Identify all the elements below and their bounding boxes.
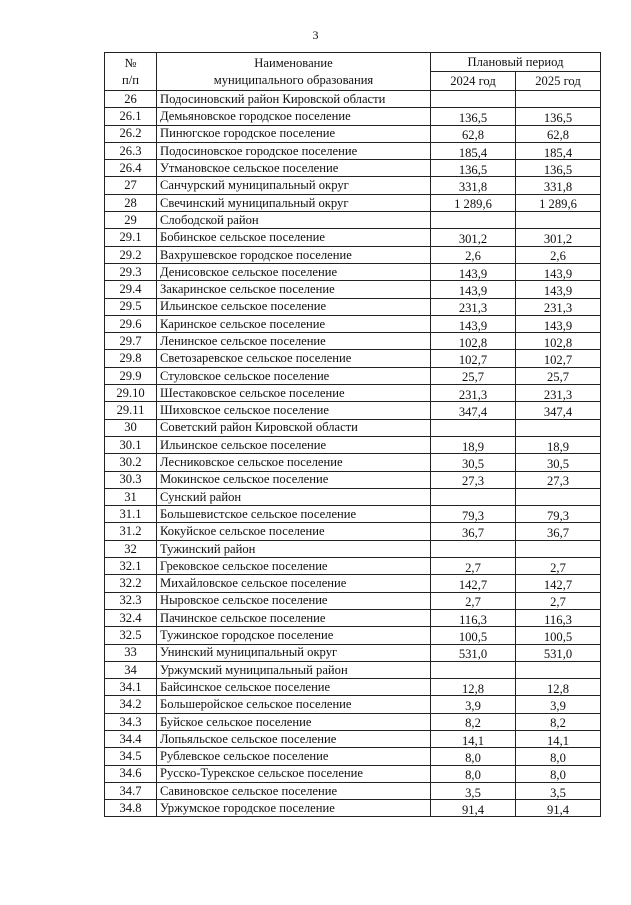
table-row — [105, 246, 601, 263]
row-number: 33 — [105, 644, 157, 661]
value-2025: 347,4 — [516, 402, 601, 419]
table-row — [105, 194, 601, 211]
municipality-name: Пинюгское городское поселение — [157, 125, 431, 142]
value-2025 — [516, 212, 601, 229]
row-number: 34.1 — [105, 679, 157, 696]
value-2025: 27,3 — [516, 471, 601, 488]
municipality-name: Пачинское сельское поселение — [157, 609, 431, 626]
municipality-name: Лопьяльское сельское поселение — [157, 730, 431, 747]
municipality-name: Ленинское сельское поселение — [157, 333, 431, 350]
table-row — [105, 315, 601, 332]
value-2024: 27,3 — [431, 471, 516, 488]
row-number: 29.8 — [105, 350, 157, 367]
row-number: 29.4 — [105, 281, 157, 298]
table-row — [105, 91, 601, 108]
table-row — [105, 523, 601, 540]
value-2024 — [431, 488, 516, 505]
value-2025: 91,4 — [516, 800, 601, 817]
value-2024: 18,9 — [431, 436, 516, 453]
value-2024: 531,0 — [431, 644, 516, 661]
value-2025: 30,5 — [516, 454, 601, 471]
header-year-2024: 2024 год — [431, 72, 516, 91]
row-number: 31.1 — [105, 506, 157, 523]
value-2025: 8,2 — [516, 713, 601, 730]
header-year-2025: 2025 год — [516, 72, 601, 91]
row-number: 29.2 — [105, 246, 157, 263]
value-2025: 116,3 — [516, 609, 601, 626]
row-number: 29.9 — [105, 367, 157, 384]
table-body — [105, 91, 601, 817]
row-number: 34.8 — [105, 800, 157, 817]
municipality-name: Грековское сельское поселение — [157, 558, 431, 575]
table-row — [105, 540, 601, 557]
table-row — [105, 367, 601, 384]
municipality-name: Ильинское сельское поселение — [157, 436, 431, 453]
value-2024: 143,9 — [431, 315, 516, 332]
table-row — [105, 419, 601, 436]
municipality-name: Михайловское сельское поселение — [157, 575, 431, 592]
table-row — [105, 177, 601, 194]
municipality-name: Каринское сельское поселение — [157, 315, 431, 332]
table-row — [105, 229, 601, 246]
row-number: 34.2 — [105, 696, 157, 713]
value-2024: 301,2 — [431, 229, 516, 246]
value-2024: 116,3 — [431, 609, 516, 626]
value-2025: 18,9 — [516, 436, 601, 453]
value-2024 — [431, 419, 516, 436]
value-2024: 14,1 — [431, 730, 516, 747]
value-2024: 142,7 — [431, 575, 516, 592]
table-row — [105, 558, 601, 575]
value-2024: 143,9 — [431, 281, 516, 298]
value-2025 — [516, 540, 601, 557]
header-period: Плановый период — [431, 53, 601, 72]
value-2024: 2,7 — [431, 592, 516, 609]
municipality-name: Лесниковское сельское поселение — [157, 454, 431, 471]
table-row — [105, 350, 601, 367]
table-row — [105, 263, 601, 280]
row-number: 26.4 — [105, 160, 157, 177]
value-2025: 136,5 — [516, 160, 601, 177]
value-2024: 8,0 — [431, 748, 516, 765]
value-2025: 142,7 — [516, 575, 601, 592]
municipality-name: Сунский район — [157, 488, 431, 505]
value-2025: 102,8 — [516, 333, 601, 350]
municipality-name: Советский район Кировской области — [157, 419, 431, 436]
value-2025: 143,9 — [516, 281, 601, 298]
row-number: 27 — [105, 177, 157, 194]
municipality-name: Рублевское сельское поселение — [157, 748, 431, 765]
value-2024: 185,4 — [431, 142, 516, 159]
table-row — [105, 471, 601, 488]
table-row — [105, 212, 601, 229]
municipality-name: Тужинский район — [157, 540, 431, 557]
row-number: 34.3 — [105, 713, 157, 730]
value-2025: 102,7 — [516, 350, 601, 367]
value-2024: 136,5 — [431, 160, 516, 177]
municipality-name: Большеройское сельское поселение — [157, 696, 431, 713]
value-2025: 231,3 — [516, 298, 601, 315]
municipality-name: Русско-Турекское сельское поселение — [157, 765, 431, 782]
value-2025 — [516, 419, 601, 436]
value-2024: 2,7 — [431, 558, 516, 575]
row-number: 30 — [105, 419, 157, 436]
row-number: 29.3 — [105, 263, 157, 280]
value-2025: 136,5 — [516, 108, 601, 125]
value-2025: 1 289,6 — [516, 194, 601, 211]
value-2024: 2,6 — [431, 246, 516, 263]
value-2025: 36,7 — [516, 523, 601, 540]
row-number: 30.1 — [105, 436, 157, 453]
row-number: 26.1 — [105, 108, 157, 125]
value-2024: 231,3 — [431, 385, 516, 402]
row-number: 34.7 — [105, 782, 157, 799]
value-2024 — [431, 91, 516, 108]
row-number: 29.5 — [105, 298, 157, 315]
value-2025: 2,7 — [516, 592, 601, 609]
value-2025: 62,8 — [516, 125, 601, 142]
value-2024: 100,5 — [431, 627, 516, 644]
value-2024: 12,8 — [431, 679, 516, 696]
value-2025 — [516, 91, 601, 108]
municipality-name: Уржумское городское поселение — [157, 800, 431, 817]
value-2025: 8,0 — [516, 765, 601, 782]
table-row — [105, 782, 601, 799]
allocation-table — [104, 52, 601, 817]
row-number: 26.3 — [105, 142, 157, 159]
municipality-name: Светозаревское сельское поселение — [157, 350, 431, 367]
value-2025: 79,3 — [516, 506, 601, 523]
value-2024: 102,7 — [431, 350, 516, 367]
table-row — [105, 609, 601, 626]
value-2024 — [431, 540, 516, 557]
row-number: 32.4 — [105, 609, 157, 626]
municipality-name: Унинский муниципальный округ — [157, 644, 431, 661]
table-row — [105, 765, 601, 782]
table-row — [105, 402, 601, 419]
row-number: 31 — [105, 488, 157, 505]
value-2025: 12,8 — [516, 679, 601, 696]
municipality-name: Утмановское сельское поселение — [157, 160, 431, 177]
value-2024: 79,3 — [431, 506, 516, 523]
municipality-name: Свечинский муниципальный округ — [157, 194, 431, 211]
value-2024 — [431, 661, 516, 678]
value-2025: 3,5 — [516, 782, 601, 799]
municipality-name: Кокуйское сельское поселение — [157, 523, 431, 540]
row-number: 29.6 — [105, 315, 157, 332]
row-number: 34 — [105, 661, 157, 678]
row-number: 32.1 — [105, 558, 157, 575]
municipality-name: Вахрушевское городское поселение — [157, 246, 431, 263]
table-row — [105, 644, 601, 661]
table-row — [105, 748, 601, 765]
value-2024: 231,3 — [431, 298, 516, 315]
municipality-name: Тужинское городское поселение — [157, 627, 431, 644]
value-2025: 331,8 — [516, 177, 601, 194]
table-row — [105, 385, 601, 402]
table-row — [105, 506, 601, 523]
municipality-name: Подосиновский район Кировской области — [157, 91, 431, 108]
value-2024 — [431, 212, 516, 229]
table-row — [105, 142, 601, 159]
value-2024: 3,9 — [431, 696, 516, 713]
municipality-name: Шестаковское сельское поселение — [157, 385, 431, 402]
value-2025: 301,2 — [516, 229, 601, 246]
row-number: 34.6 — [105, 765, 157, 782]
municipality-name: Байсинское сельское поселение — [157, 679, 431, 696]
municipality-name: Санчурский муниципальный округ — [157, 177, 431, 194]
value-2025: 143,9 — [516, 263, 601, 280]
value-2025: 231,3 — [516, 385, 601, 402]
value-2025: 14,1 — [516, 730, 601, 747]
municipality-name: Буйское сельское поселение — [157, 713, 431, 730]
value-2024: 136,5 — [431, 108, 516, 125]
value-2025: 143,9 — [516, 315, 601, 332]
municipality-name: Большевистское сельское поселение — [157, 506, 431, 523]
row-number: 31.2 — [105, 523, 157, 540]
value-2025: 3,9 — [516, 696, 601, 713]
row-number: 29 — [105, 212, 157, 229]
table-row — [105, 436, 601, 453]
row-number: 26.2 — [105, 125, 157, 142]
table-row — [105, 713, 601, 730]
value-2024: 91,4 — [431, 800, 516, 817]
table-row — [105, 488, 601, 505]
row-number: 32.5 — [105, 627, 157, 644]
municipality-name: Демьяновское городское поселение — [157, 108, 431, 125]
table-row — [105, 125, 601, 142]
table-header — [105, 53, 601, 91]
value-2024: 3,5 — [431, 782, 516, 799]
value-2024: 143,9 — [431, 263, 516, 280]
row-number: 29.10 — [105, 385, 157, 402]
row-number: 28 — [105, 194, 157, 211]
value-2024: 25,7 — [431, 367, 516, 384]
row-number: 29.7 — [105, 333, 157, 350]
row-number: 32.3 — [105, 592, 157, 609]
table-row — [105, 575, 601, 592]
row-number: 32 — [105, 540, 157, 557]
table-row — [105, 661, 601, 678]
row-number: 32.2 — [105, 575, 157, 592]
value-2025: 531,0 — [516, 644, 601, 661]
value-2024: 36,7 — [431, 523, 516, 540]
value-2025: 8,0 — [516, 748, 601, 765]
municipality-name: Мокинское сельское поселение — [157, 471, 431, 488]
table-row — [105, 592, 601, 609]
value-2024: 102,8 — [431, 333, 516, 350]
table-row — [105, 108, 601, 125]
municipality-name: Уржумский муниципальный район — [157, 661, 431, 678]
row-number: 30.3 — [105, 471, 157, 488]
row-number: 34.5 — [105, 748, 157, 765]
value-2024: 8,2 — [431, 713, 516, 730]
row-number: 30.2 — [105, 454, 157, 471]
value-2024: 347,4 — [431, 402, 516, 419]
value-2025: 25,7 — [516, 367, 601, 384]
municipality-name: Денисовское сельское поселение — [157, 263, 431, 280]
table-row — [105, 298, 601, 315]
value-2024: 1 289,6 — [431, 194, 516, 211]
value-2025: 100,5 — [516, 627, 601, 644]
municipality-name: Закаринское сельское поселение — [157, 281, 431, 298]
table-row — [105, 730, 601, 747]
row-number: 29.1 — [105, 229, 157, 246]
value-2024: 331,8 — [431, 177, 516, 194]
table-row — [105, 454, 601, 471]
value-2025: 185,4 — [516, 142, 601, 159]
value-2025: 2,6 — [516, 246, 601, 263]
table-row — [105, 333, 601, 350]
table-row — [105, 679, 601, 696]
municipality-name: Подосиновское городское поселение — [157, 142, 431, 159]
municipality-name: Ильинское сельское поселение — [157, 298, 431, 315]
value-2024: 62,8 — [431, 125, 516, 142]
value-2025 — [516, 661, 601, 678]
page-number: 3 — [312, 28, 319, 42]
municipality-name: Стуловское сельское поселение — [157, 367, 431, 384]
table-row — [105, 800, 601, 817]
header-number: № п/п — [105, 53, 157, 91]
table-row — [105, 696, 601, 713]
value-2025 — [516, 488, 601, 505]
row-number: 29.11 — [105, 402, 157, 419]
municipality-name: Шиховское сельское поселение — [157, 402, 431, 419]
row-number: 34.4 — [105, 730, 157, 747]
value-2024: 8,0 — [431, 765, 516, 782]
value-2024: 30,5 — [431, 454, 516, 471]
municipality-name: Бобинское сельское поселение — [157, 229, 431, 246]
header-name: Наименование муниципального образования — [157, 53, 431, 91]
table-row — [105, 281, 601, 298]
value-2025: 2,7 — [516, 558, 601, 575]
municipality-name: Ныровское сельское поселение — [157, 592, 431, 609]
row-number: 26 — [105, 91, 157, 108]
municipality-name: Савиновское сельское поселение — [157, 782, 431, 799]
table-row — [105, 160, 601, 177]
table-row — [105, 627, 601, 644]
municipality-name: Слободской район — [157, 212, 431, 229]
